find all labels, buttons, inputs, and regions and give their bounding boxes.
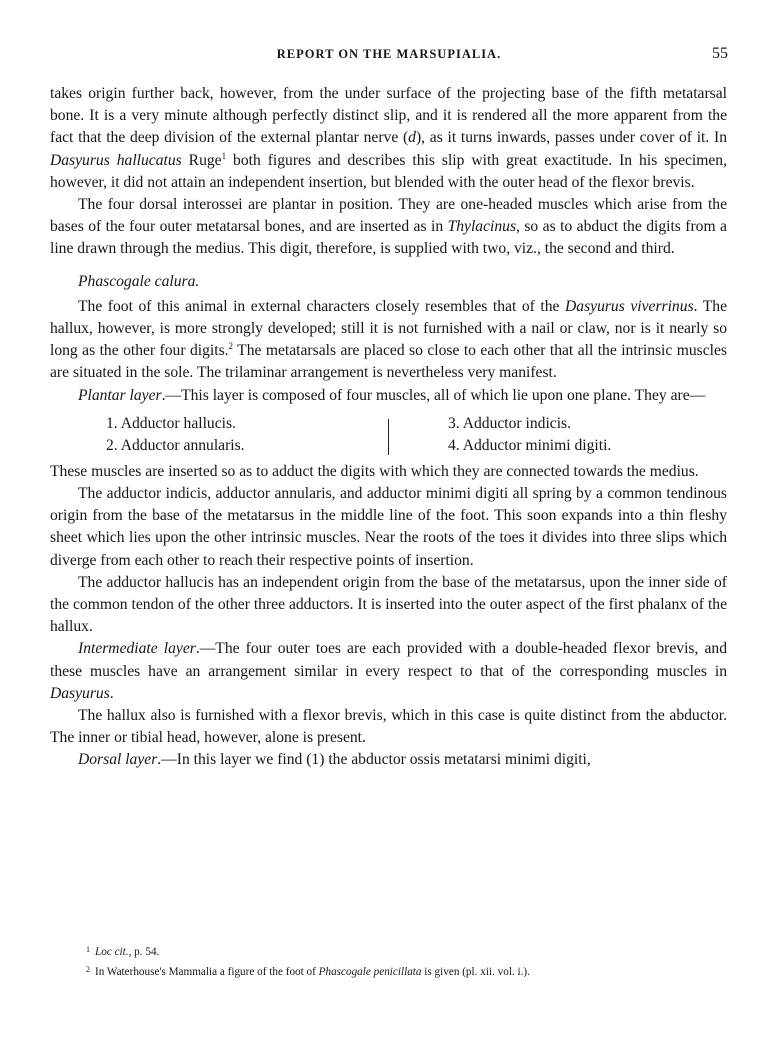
genus-name: Dasyurus xyxy=(50,684,110,702)
page-number: 55 xyxy=(712,45,728,62)
section-heading: Phascogale calura. xyxy=(78,272,200,290)
text-run: Ruge xyxy=(181,151,222,169)
paragraph-foot-description xyxy=(50,296,727,385)
muscle-list xyxy=(50,413,727,459)
footnote-1 xyxy=(86,941,726,961)
footnote-ref: 2 xyxy=(228,341,234,352)
text-run: . xyxy=(109,684,114,702)
footnote-2 xyxy=(86,961,726,981)
running-title: REPORT ON THE MARSUPIALIA. xyxy=(276,47,502,61)
paragraph-adductor-origin: The adductor indicis, adductor annularis, and adductor minimi digiti all spring by a common tendinous origin from the base of the metatarsus in the middle line of the foot. This soon expands into a thin fleshy sheet which lies upon the other intrinsic muscles. Near the roots of the toes it divides into three slips which diverge from each other to reach their respective points of insertion. xyxy=(50,485,727,569)
text-run: ), as it turns inwards, passes under cover of it. In xyxy=(415,129,727,147)
species-name: Dasyurus viverrinus xyxy=(565,297,694,315)
text-run: .—This layer is composed of four muscles, all of which lie upon one plane. They are— xyxy=(161,386,706,404)
text-run: , so as to abduct the digits from a line drawn through the medius. This digit, therefore, is supplied with two, viz., the second and third. xyxy=(50,218,727,258)
genus-name: Thylacinus xyxy=(447,218,517,236)
body-text xyxy=(50,83,727,772)
nerve-label: d xyxy=(408,129,416,147)
species-name: Phascogale penicillata xyxy=(318,966,422,978)
text-run: The four dorsal interossei are plantar in position. They are one-headed muscles which arise from the bases of the four outer metatarsal bones, and are inserted as in xyxy=(50,196,727,236)
footnote-mark: 1 xyxy=(86,945,90,954)
text-run: , p. 54. xyxy=(128,946,160,958)
paragraph-continuation xyxy=(50,83,727,194)
subsection-label: Intermediate layer xyxy=(78,640,196,658)
subsection-label: Plantar layer xyxy=(78,386,162,404)
paragraph-adduct: These muscles are inserted so as to adduct the digits with which they are connected towards the medius. xyxy=(50,462,699,480)
paragraph-hallux-flexor: The hallux also is furnished with a flexor brevis, which in this case is quite distinct from the abductor. The inner or tibial head, however, alone is present. xyxy=(50,707,727,747)
text-run: The metatarsals are placed so close to each other that all the intrinsic muscles are situated in the sole. The trilaminar arrangement is nevertheless very manifest. xyxy=(50,342,727,382)
text-run: In Waterhouse's Mammalia a figure of the foot of xyxy=(95,966,319,978)
text-run: is given (pl. xii. vol. i.). xyxy=(421,966,530,978)
text-run: .—In this layer we find (1) the abductor ossis metatarsi minimi digiti, xyxy=(157,751,591,769)
muscle-list-left xyxy=(106,413,245,457)
list-item: 2. Adductor annularis. xyxy=(106,437,245,455)
paragraph-interossei xyxy=(50,194,727,261)
list-item: 1. Adductor hallucis. xyxy=(106,414,236,432)
list-item: 3. Adductor indicis. xyxy=(448,414,572,432)
text-run: .—The four outer toes are each provided with a double-headed flexor brevis, and these muscles have an arrangement similar in every respect to that of the corresponding muscles in xyxy=(50,640,727,680)
species-name: Dasyurus hallucatus xyxy=(50,151,182,169)
list-divider xyxy=(388,419,389,455)
citation: Loc cit. xyxy=(95,946,129,958)
list-item: 4. Adductor minimi digiti. xyxy=(448,437,612,455)
paragraph-intermediate-layer xyxy=(50,638,727,705)
footnote-mark: 2 xyxy=(86,965,90,974)
text-run: The foot of this animal in external characters closely resembles that of the xyxy=(78,297,566,315)
footnotes xyxy=(86,941,726,981)
text-run: . The hallux, however, is more strongly developed; still it is not furnished with a nail or claw, nor is it nearly so long as the other four digits. xyxy=(50,297,727,360)
paragraph-adductor-hallucis: The adductor hallucis has an independent origin from the base of the metatarsus, upon the inner side of the common tendon of the other three adductors. It is inserted into the outer aspect of the first phalanx of the hallux. xyxy=(50,573,727,636)
paragraph-dorsal-layer xyxy=(50,749,727,771)
text-run: takes origin further back, however, from the under surface of the projecting base of the fifth metatarsal bone. It is a very minute although perfectly distinct slip, and it is rendered all the more apparent from the fact that the deep division of the external plantar nerve ( xyxy=(50,85,727,147)
muscle-list-right xyxy=(448,413,611,457)
page-header xyxy=(50,47,728,67)
paragraph-plantar-layer xyxy=(50,385,727,407)
subsection-label: Dorsal layer xyxy=(78,751,158,769)
text-run: both figures and describes this slip with great exactitude. In his specimen, however, it did not attain an independent insertion, but blended with the outer head of the flexor brevis. xyxy=(50,151,727,191)
footnote-ref: 1 xyxy=(221,150,227,161)
